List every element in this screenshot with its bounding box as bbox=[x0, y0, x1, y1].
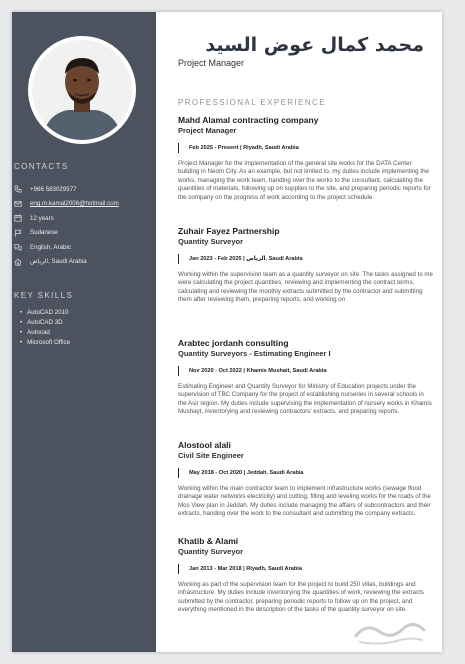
job-role: Quantity Surveyor bbox=[178, 237, 244, 246]
contact-email[interactable] bbox=[14, 197, 154, 212]
resume-page bbox=[12, 12, 442, 652]
skills-list bbox=[20, 308, 70, 348]
contact-location-text: الرياض, Saudi Arabia bbox=[30, 258, 87, 266]
job-meta: Jan 2013 - Mar 2018 | Riyadh, Saudi Arabia bbox=[178, 564, 434, 574]
skill-item: • AutoCAD 3D bbox=[20, 318, 70, 328]
job-company: Mahd Alamal contracting company bbox=[178, 115, 319, 125]
language-icon bbox=[14, 243, 22, 251]
flag-icon bbox=[14, 229, 22, 237]
job-role: Quantity Surveyors - Estimating Engineer I bbox=[178, 349, 331, 358]
candidate-title: Project Manager bbox=[178, 58, 245, 68]
job-meta: Nov 2020 - Oct 2022 | Khamis Mushait, Saudi Arabia bbox=[178, 366, 434, 376]
skill-item: • AutoCAD 2010 bbox=[20, 308, 70, 318]
job-entry bbox=[178, 115, 434, 202]
job-company: Khatib & Alami bbox=[178, 536, 239, 546]
main-content bbox=[178, 12, 434, 652]
profile-photo-image bbox=[32, 40, 132, 140]
contact-phone bbox=[14, 182, 154, 197]
job-meta: May 2018 - Oct 2020 | Jeddah, Saudi Arabia bbox=[178, 468, 434, 478]
job-company: Arabtec jordanh consulting bbox=[178, 338, 289, 348]
contact-email-text[interactable]: eng.m.kamal2006@hotmail.com bbox=[30, 200, 119, 208]
skill-item: • Microsoft Office bbox=[20, 338, 70, 348]
contact-languages-text: English, Arabic bbox=[30, 243, 71, 251]
job-company: Zuhair Fayez Partnership bbox=[178, 226, 280, 236]
job-description: Working within the supervision team as a quantity surveyor on site. The tasks assigned to me were calculating the project quantities, reviewing and implementing the contract terms, calculating and reviewing the monthly extracts submitted by the contractor and submitting them after reviewing them, preparing reports, and working on bbox=[178, 271, 433, 304]
skill-item: • Autocad bbox=[20, 328, 70, 338]
sidebar bbox=[12, 12, 156, 652]
job-description: Working within the main contractor team to implement infrastructure works (sewage flood drainage water networks electricity) and cutting, filling and leveling works for the roads of the Mos View plan in Jeddah. My duties include managing the affairs of subcontractors and their extracts, handing over the work to the consultant and submitting the company extracts. bbox=[178, 485, 431, 518]
contact-experience-text: 12 years bbox=[30, 214, 54, 222]
job-entry bbox=[178, 440, 434, 519]
home-icon bbox=[14, 258, 22, 266]
contacts-heading: CONTACTS bbox=[14, 162, 69, 171]
job-description: Working as part of the supervision team for the project to build 250 villas, buildings and infrastructure. My duties include inventorying the quantities of work, reviewing the extracts submitted by the contractor, preparing periodic reports to follow up on the project, and everything mentioned in the description of the tasks of the quantity surveyor on site. bbox=[178, 581, 424, 614]
email-icon bbox=[14, 200, 22, 208]
job-meta: Feb 2025 - Present | Riyadh, Saudi Arabia bbox=[178, 143, 434, 153]
candidate-name: محمد كمال عوض السيد bbox=[205, 34, 424, 56]
contact-location bbox=[14, 255, 154, 270]
job-role: Project Manager bbox=[178, 126, 237, 135]
job-entry bbox=[178, 536, 434, 615]
job-entry bbox=[178, 338, 434, 417]
profile-photo bbox=[28, 36, 136, 144]
job-entry bbox=[178, 226, 434, 305]
watermark-logo bbox=[350, 610, 430, 650]
job-description: Estimating Engineer and Quantity Surveyor for Ministry of Education projects under the supervision of TBC Company for the project of establishing nurseries in several schools in the Asir region. My duties include supervising the implementation of nursery works in Khamis Mushayt, inventorying and reviewing contractors' extracts, and preparing reports. bbox=[178, 383, 432, 416]
job-company: Alostool alali bbox=[178, 440, 231, 450]
contact-phone-text: +966 583029577 bbox=[30, 185, 77, 193]
contact-languages bbox=[14, 240, 154, 255]
experience-heading: PROFESSIONAL EXPERIENCE bbox=[178, 98, 326, 107]
contact-nationality-text: Sudanese bbox=[30, 229, 58, 237]
contact-experience bbox=[14, 211, 154, 226]
calendar-icon bbox=[14, 214, 22, 222]
phone-icon bbox=[14, 185, 22, 193]
key-skills-heading: KEY SKILLS bbox=[14, 291, 74, 300]
contacts-list bbox=[14, 182, 154, 269]
contact-nationality bbox=[14, 226, 154, 241]
job-meta: Jan 2023 - Feb 2025 | الرياض, Saudi Arabia bbox=[178, 254, 434, 264]
job-role: Civil Site Engineer bbox=[178, 451, 244, 460]
job-role: Quantity Surveyor bbox=[178, 547, 244, 556]
job-description: Project Manager for the implementation of the general site works for the DATA Center building in Neom City. As an example, but not limited to, my duties include implementing the works, managing the work team, handing over the works to the consultant, calculating the quantities of materials, following up on supplies to the site, and preparing periodic reports for the company on the progress of work according to the project schedule. bbox=[178, 160, 431, 201]
